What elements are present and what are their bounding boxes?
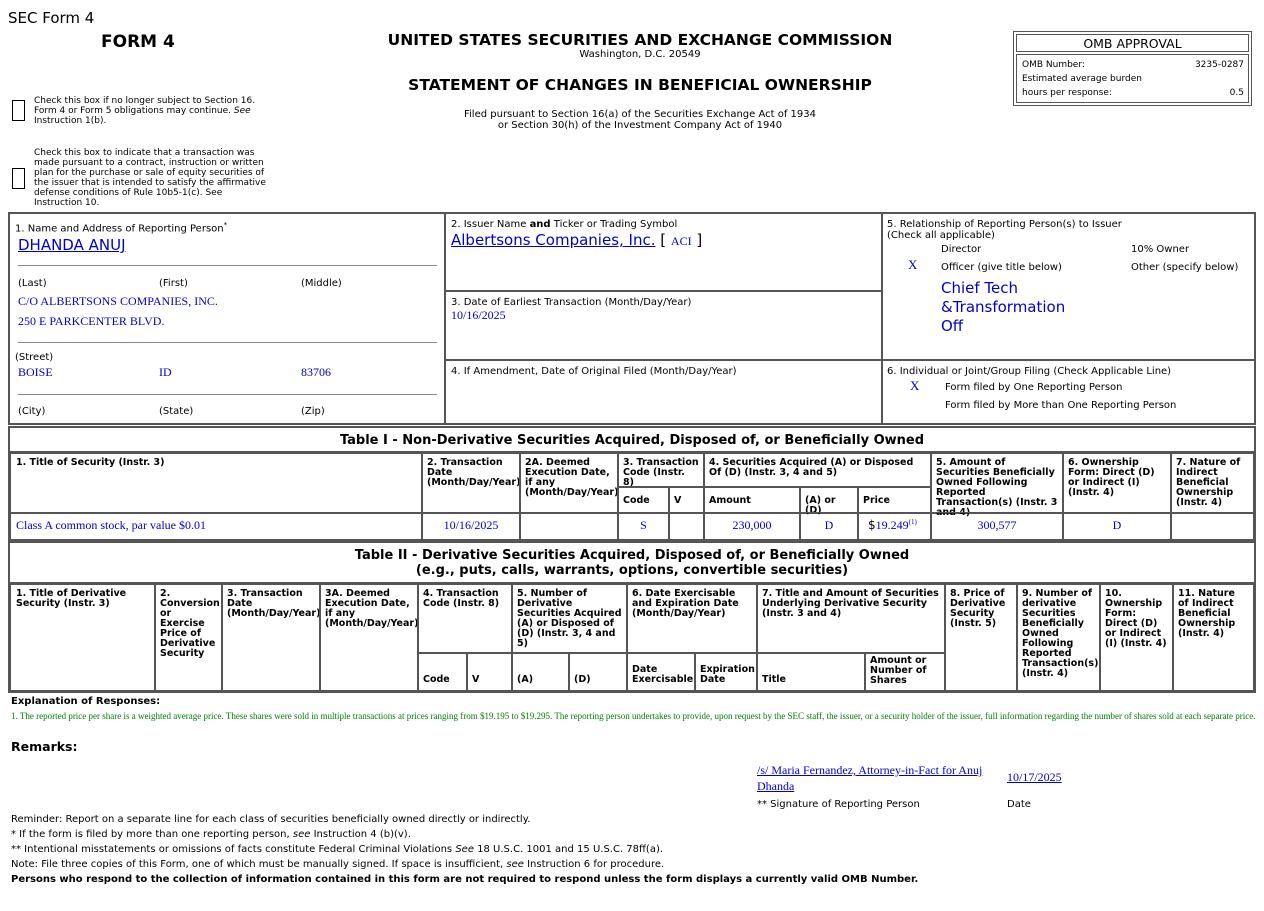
omb-notice: Persons who respond to the collection of information contained in this form are not required to respond unless the form displays a currently valid OMB Number. [11,874,919,885]
other-option: Other (specify below) [1131,262,1239,273]
filed-pursuant-line1: Filed pursuant to Section 16(a) of the Securities Exchange Act of 1934 [464,109,816,120]
filing-one-person: Form filed by One Reporting Person [945,382,1123,393]
state-value: ID [159,365,172,379]
table2-title-subheader: Title [756,652,866,691]
table2-col3a-header: 3A. Deemed Execution Date, if any (Month/Day/Year) [319,584,419,691]
reporting-person-label-text: 1. Name and Address of Reporting Person [15,223,224,235]
name-divider [18,265,437,266]
note1-instruction: Instruction 4 (b)(v). [313,829,411,840]
signature-label: ** Signature of Reporting Person [757,799,920,810]
form-heading [330,31,950,131]
officer-title [941,279,1065,336]
middle-label: (Middle) [301,278,342,289]
reporting-person-label [15,221,227,234]
note2-see: See [455,844,474,855]
table2-exercisable-subheader: Date Exercisable [626,652,696,691]
table2-code-subheader: Code [417,652,468,691]
issuer-label-name: 2. Issuer Name [451,219,527,230]
table1-row-amount: 230,000 [703,512,801,540]
table1-title: Table I - Non-Derivative Securities Acquired, Disposed of, or Beneficially Owned [8,426,1256,453]
officer-title-line1: Chief Tech [941,279,1019,297]
omb-details [1016,54,1249,103]
reporting-person-box [8,212,446,425]
footnote-1: 1. The reported price per share is a weighted average price. These shares were sold in multiple transactions at prices ranging from $19.195 to $19.295. The reporting person undertakes to provide, upon request by the SEC staff, the issuer, or a security holder of the issuer, full information regarding the number of shares sold at each separate price. [11,711,1256,721]
section16-text-main: Check this box if no longer subject to Section 16. Form 4 or Form 5 obligations may continue. [34,96,256,116]
table1-col4-header: 4. Securities Acquired (A) or Disposed Of (D) (Instr. 3, 4 and 5) [703,453,932,488]
ticker-symbol: ACI [670,234,692,248]
table1-row-nature [1170,512,1254,540]
multiple-reporting-note [11,829,411,840]
table1-v-subheader: V [668,486,705,514]
reminder-note: Reminder: Report on a separate line for each class of securities beneficially owned directly or indirectly. [11,814,531,825]
table2-col3-header: 3. Transaction Date (Month/Day/Year) [221,584,321,691]
table1-code-subheader: Code [617,486,670,514]
signature-date-label: Date [1007,799,1031,810]
reporting-person-asterisk: * [223,221,228,229]
table1-row-price: 19.249 [875,518,909,532]
table1-col7-header: 7. Nature of Indirect Beneficial Ownership (Instr. 4) [1170,453,1254,514]
issuer-box [444,212,883,292]
city-label: (City) [18,406,46,417]
table2-d-subheader: (D) [568,652,628,691]
table1-amount-subheader: Amount [703,486,801,514]
city-value: BOISE [18,365,53,379]
earliest-transaction-date: 10/16/2025 [451,308,506,322]
city-divider [18,394,437,395]
issuer-name-link[interactable]: Albertsons Companies, Inc. [451,231,656,249]
rule10b5-checkbox[interactable] [12,168,25,189]
table2-col5-header: 5. Number of Derivative Securities Acquired (A) or Disposed of (D) (Instr. 3, 4 and 5) [511,584,628,654]
signature-date-link[interactable]: 10/17/2025 [1007,770,1062,784]
table1-price-subheader: Price [857,486,932,514]
agency-location: Washington, D.C. 20549 [579,49,701,60]
omb-hours: 0.5 [1229,88,1244,98]
issuer-label [451,219,677,230]
copies-note [11,859,664,870]
filing-type-box [881,359,1256,425]
table2-col2-header: 2. Conversion or Exercise Price of Derivative Security [154,584,223,691]
amendment-label: 4. If Amendment, Date of Original Filed (Month/Day/Year) [451,366,737,377]
address-line2: 250 E PARKCENTER BLVD. [18,314,165,328]
remarks-label: Remarks: [11,739,78,754]
relationship-label-line2: (Check all applicable) [887,230,995,241]
earliest-transaction-box [444,290,883,361]
zip-label: (Zip) [301,406,325,417]
table1 [8,451,1256,542]
state-label: (State) [159,406,194,417]
table1-col2-header: 2. Transaction Date (Month/Day/Year) [421,453,521,514]
officer-check-mark: X [908,257,918,272]
table2-col6-header: 6. Date Exercisable and Expiration Date (Month/Day/Year) [626,584,758,654]
note3-instruction: Instruction 6 for procedure. [527,859,665,870]
zip-value: 83706 [301,365,331,379]
officer-option: Officer (give title below) [941,262,1062,273]
director-option: Director [941,244,982,255]
section16-checkbox[interactable] [12,100,25,121]
first-label: (First) [159,278,188,289]
relationship-label-line1: 5. Relationship of Reporting Person(s) to Issuer [887,219,1122,230]
table1-row-date: 10/16/2025 [421,512,521,540]
issuer-label-ticker: Ticker or Trading Symbol [553,219,678,230]
ten-percent-owner-option: 10% Owner [1131,244,1190,255]
table2-col1-header: 1. Title of Derivative Security (Instr. 3) [10,584,156,691]
officer-title-line2: &Transformation [941,298,1066,316]
omb-hours-label: hours per response: [1022,88,1112,98]
table1-ad-subheader: (A) or (D) [799,486,859,514]
reporting-person-name-link[interactable]: DHANDA ANUJ [18,236,126,254]
table2-title [8,541,1256,584]
section16-see: See [233,106,251,116]
window-title: SEC Form 4 [8,9,95,27]
note1-see: see [292,829,311,840]
officer-title-line3: Off [941,317,964,335]
note2-citation: 18 U.S.C. 1001 and 15 U.S.C. 78ff(a). [477,844,664,855]
earliest-transaction-label: 3. Date of Earliest Transaction (Month/Day/Year) [451,297,692,308]
table2-col8-header: 8. Price of Derivative Security (Instr. 5) [944,584,1018,691]
table2 [8,582,1256,693]
amendment-box [444,359,883,425]
address-divider [18,342,437,343]
table1-row-owned: 300,577 [930,512,1064,540]
statement-title: STATEMENT OF CHANGES IN BENEFICIAL OWNERSHIP [408,76,872,94]
omb-number-label: OMB Number: [1022,60,1085,70]
address-line1: C/O ALBERTSONS COMPANIES, INC. [18,294,218,308]
form-name: FORM 4 [101,32,175,52]
relationship-label [887,219,1122,241]
signature-link[interactable]: /s/ Maria Fernandez, Attorney-in-Fact for Anuj Dhanda [757,763,983,793]
ticker-open-bracket: [ [660,231,667,249]
table2-col7-header: 7. Title and Amount of Securities Underlying Derivative Security (Instr. 3 and 4) [756,584,946,654]
table2-title-line2: (e.g., puts, calls, warrants, options, convertible securities) [415,563,849,578]
criminal-violation-note [11,844,663,855]
table1-row-form: D [1062,512,1172,540]
omb-title: OMB APPROVAL [1016,34,1249,52]
rule10b5-text: Check this box to indicate that a transaction was made pursuant to a contract, instruction or written plan for the purchase or sale of equity securities of the issuer that is intended to satisfy the affirmative defense conditions of Rule 10b5-1(c). See Instruction 10. [34,148,266,208]
filing-label: 6. Individual or Joint/Group Filing (Check Applicable Line) [887,366,1172,377]
issuer-label-and: and [529,219,551,230]
price-footnote-ref: (1) [908,518,917,526]
section16-instruction: Instruction 1(b). [34,116,107,126]
table2-col10-header: 10. Ownership Form: Direct (D) or Indirect (I) (Instr. 4) [1099,584,1174,691]
table1-row-title: Class A common stock, par value $0.01 [10,512,423,540]
table2-col11-header: 11. Nature of Indirect Beneficial Ownership (Instr. 4) [1172,584,1254,691]
filed-pursuant-line2: or Section 30(h) of the Investment Company Act of 1940 [497,120,783,131]
explanation-label: Explanation of Responses: [11,696,161,707]
street-label: (Street) [15,352,54,363]
table1-row-price-cell [857,512,932,540]
table2-a-subheader: (A) [511,652,570,691]
table2-col9-header: 9. Number of derivative Securities Beneficially Owned Following Reported Transaction(s) (Instr. 4) [1016,584,1101,691]
table2-amount-subheader: Amount or Number of Shares [864,652,946,691]
ticker-close-bracket: ] [696,231,703,249]
note1-text: * If the form is filed by more than one reporting person, [11,829,290,840]
omb-burden-label: Estimated average burden [1022,74,1142,84]
table1-row-code: S [617,512,670,540]
table1-col6-header: 6. Ownership Form: Direct (D) or Indirect (I) (Instr. 4) [1062,453,1172,514]
table1-row-ad: D [799,512,859,540]
table1-row-v [668,512,705,540]
table1-col5-header: 5. Amount of Securities Beneficially Owned Following Reported Transaction(s) (Instr. 3 and 4) [930,453,1064,514]
filing-more-persons: Form filed by More than One Reporting Person [945,400,1177,411]
section16-text [34,96,262,126]
omb-approval-box [1013,31,1252,106]
table1-col2a-header: 2A. Deemed Execution Date, if any (Month/Day/Year) [519,453,619,514]
issuer-value [451,231,702,249]
table1-col1-header: 1. Title of Security (Instr. 3) [10,453,423,514]
last-label: (Last) [18,278,47,289]
table1-col3-header: 3. Transaction Code (Instr. 8) [617,453,705,488]
omb-number: 3235-0287 [1194,60,1244,70]
table2-col4-header: 4. Transaction Code (Instr. 8) [417,584,513,654]
filing-check-mark: X [910,378,920,393]
price-dollar-sign: $ [868,518,876,532]
note3-text: Note: File three copies of this Form, one of which must be manually signed. If space is insufficient, [11,859,504,870]
note3-see: see [506,859,524,870]
table2-v-subheader: V [466,652,513,691]
relationship-box [881,212,1256,361]
agency-title: UNITED STATES SECURITIES AND EXCHANGE COMMISSION [387,31,893,49]
table1-row-deemed [519,512,619,540]
table2-expiration-subheader: Expiration Date [694,652,758,691]
note2-text: ** Intentional misstatements or omissions of facts constitute Federal Criminal Violations [11,844,453,855]
table2-title-line1: Table II - Derivative Securities Acquired, Disposed of, or Beneficially Owned [354,548,910,563]
